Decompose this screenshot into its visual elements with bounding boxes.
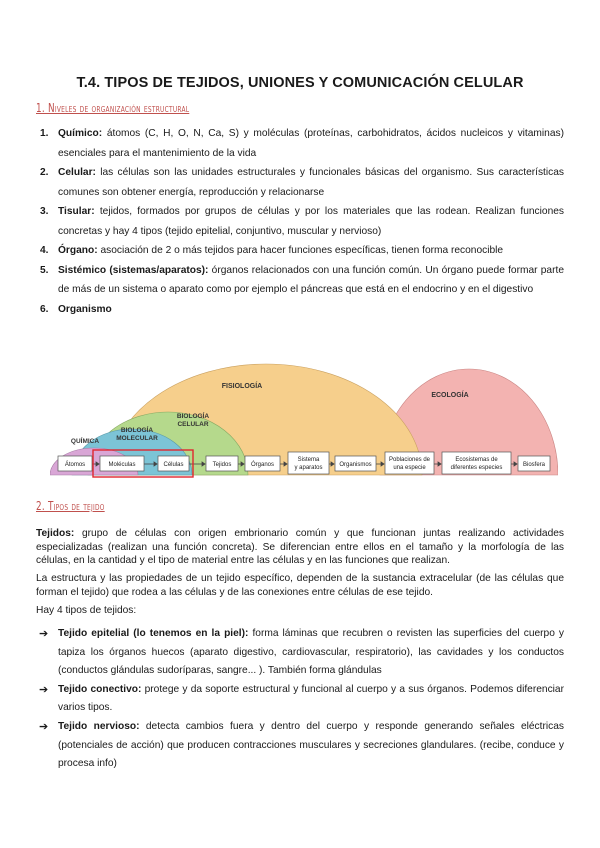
organization-levels-diagram <box>50 355 558 480</box>
list-item: 1. Químico: átomos (C, H, O, N, Ca, S) y moléculas (proteínas, carbohidratos, ácidos nucleicos y vitaminas) esenciales para el mantenimiento de la vida <box>40 128 564 159</box>
tissue-count-paragraph: Hay 4 tipos de tejidos: <box>36 605 137 616</box>
list-item-term: Sistémico (sistemas/aparatos): <box>58 264 209 276</box>
box-label-sistemas-2: y aparatos <box>294 465 323 471</box>
box-label-celulas: Células <box>163 462 184 468</box>
box-label-poblaciones-1: Poblaciones de <box>388 457 431 463</box>
list-item: 5. Sistémico (sistemas/aparatos): órganos relacionados con una función común. Un órgano puede formar parte de más de un sistema o aparato como por ejemplo el páncreas que está en el endocrino y en el digestivo <box>40 264 564 295</box>
tejidos-text: grupo de células con origen embrionario común y que funcionan juntas realizando actividades especializadas (realizan una función concreta). Se diferencian entre ellos en el tamaño y la morfología de las células, en la cantidad y el tipo de material entre las células y en las funciones que realizan. <box>36 528 564 567</box>
label-fisiologia: FISIOLOGÍA <box>221 383 263 390</box>
list-item: 4. Órgano: asociación de 2 o más tejidos para hacer funciones específicas, tienen forma reconocible <box>40 245 504 256</box>
list-item-text: asociación de 2 o más tejidos para hacer funciones específicas, tienen forma reconocible <box>97 245 504 256</box>
label-quimica: QUÍMICA <box>70 438 100 445</box>
list-item <box>36 625 564 681</box>
box-label-atomos: Átomos <box>64 462 86 468</box>
list-item <box>36 681 564 718</box>
list-item-text: las células son las unidades estructurales y funcionales básicas del organismo. Sus características comunes son obtener energía, reproducción y relacionarse <box>58 167 564 198</box>
list-item-term: Tejido nervioso: <box>58 720 140 732</box>
label-biologia-molecular-2: MOLECULAR <box>116 435 158 442</box>
tejidos-term: Tejidos: <box>36 528 75 539</box>
box-label-organismos: Organismos <box>339 462 372 468</box>
box-label-moleculas: Moléculas <box>108 462 136 468</box>
list-item-term: Tisular: <box>58 206 95 217</box>
structure-paragraph: La estructura y las propiedades de un tejido específico, dependen de la sustancia extracelular (de las células que forman el tejido) que rodea a las células y de las conexiones entre células de ese tejido. <box>36 573 564 598</box>
label-biologia-molecular-1: BIOLOGÍA <box>120 427 154 434</box>
list-item-text: forma láminas que recubren o revisten las superficies del cuerpo y tapiza los órganos huecos (aparato digestivo, cardiovascular, respiratorio), las cavidades y los conductos (conductos glándulas sudoríparas, sangre... ). También forma glándulas <box>58 628 564 677</box>
list-item-text: átomos (C, H, O, N, Ca, S) y moléculas (proteínas, carbohidratos, ácidos nucleicos y vitaminas) esenciales para el mantenimiento de la vida <box>58 128 564 159</box>
box-label-ecosistemas-2: diferentes especies <box>450 465 503 471</box>
list-item-term: Órgano: <box>58 245 98 256</box>
box-label-organos: Órganos <box>250 462 275 468</box>
label-biologia-celular-2: CELULAR <box>177 421 209 428</box>
list-item: 3. Tisular: tejidos, formados por grupos de células y por los materiales que las rodean. Realizan funciones concretas y hay 4 tipos (tejido epitelial, conjuntivo, muscular y nervioso) <box>40 206 564 237</box>
box-label-tejidos: Tejidos <box>212 462 232 468</box>
tissue-types-list <box>36 625 564 774</box>
list-item-term: Celular: <box>58 167 96 178</box>
label-biologia-celular-1: BIOLOGÍA <box>176 413 210 420</box>
list-item-term: Químico: <box>58 128 103 139</box>
arrow-icon: ➔ <box>39 628 49 640</box>
list-item: 6. Organismo <box>40 303 112 315</box>
list-item-term: Tejido conectivo: <box>58 683 142 695</box>
list-item <box>36 718 564 774</box>
list-item-text: tejidos, formados por grupos de células y por los materiales que las rodean. Realizan funciones concretas y hay 4 tipos (tejido epitelial, conjuntivo, muscular y nervioso) <box>58 206 564 237</box>
list-item: 2. Celular: las células son las unidades estructurales y funcionales básicas del organismo. Sus características comunes son obtener energía, reproducción y relacionarse <box>40 167 564 198</box>
box-label-sistemas-1: Sistema <box>297 457 320 463</box>
list-item-term: Organismo <box>58 303 112 315</box>
list-item-term: Tejido epitelial (lo tenemos en la piel): <box>58 628 249 639</box>
box-label-poblaciones-2: una especie <box>393 465 426 471</box>
arrow-icon: ➔ <box>39 720 49 733</box>
tejidos-definition <box>36 527 564 568</box>
box-label-ecosistemas-1: Ecosistemas de <box>455 457 498 463</box>
arrow-icon: ➔ <box>39 683 49 696</box>
box-label-biosfera: Biosfera <box>522 462 546 468</box>
section-heading-tissue-types: 2. Tipos de tejido <box>36 499 105 513</box>
list-item-text: protege y da soporte estructural y funcional al cuerpo y a sus órganos. Podemos diferenciar varios tipos. <box>58 683 564 714</box>
label-ecologia: ECOLOGÍA <box>431 392 469 399</box>
page-title: T.4. TIPOS DE TEJIDOS, UNIONES Y COMUNICACIÓN CELULAR <box>76 75 524 91</box>
list-item-text: detecta cambios fuera y dentro del cuerpo y responde generando señales eléctricas (potenciales de acción) que producen contracciones musculares y secreciones glandulares. (recibe, conduce y procesa info) <box>58 720 564 770</box>
section-heading-levels: 1. Niveles de organización estructural <box>36 101 190 115</box>
levels-list <box>36 124 564 319</box>
list-item-text: órganos relacionados con una función común. Un órgano puede formar parte de más de un sistema o aparato como por ejemplo el páncreas que está en el endocrino y en el digestivo <box>58 264 564 295</box>
